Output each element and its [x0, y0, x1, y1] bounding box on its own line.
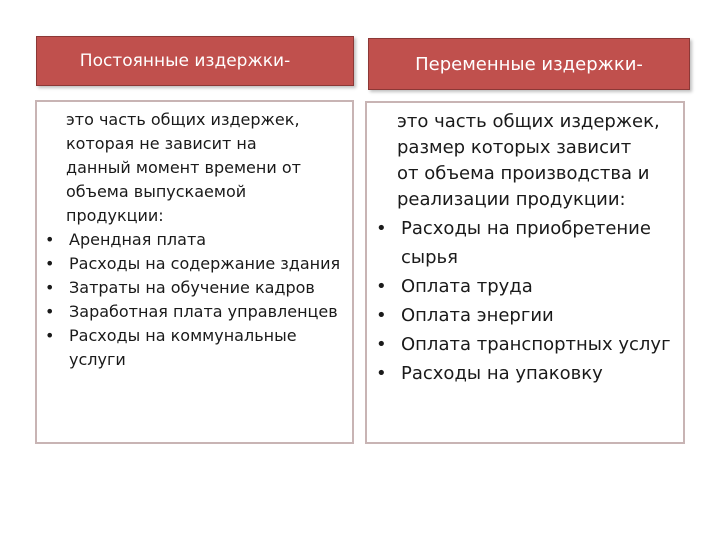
list-item: • Расходы на приобретение сырья [367, 214, 685, 272]
bullet-icon: • [376, 363, 387, 384]
bullet-icon: • [45, 302, 55, 321]
variable-costs-header [368, 38, 690, 90]
bullet-icon: • [45, 254, 55, 273]
variable-costs-panel [365, 101, 685, 444]
list-item: • Заработная плата управленцев [37, 300, 354, 324]
list-item: • Расходы на коммунальные услуги [45, 326, 297, 369]
fixed-costs-title: Постоянные издержки- [79, 51, 291, 71]
fixed-costs-panel [35, 100, 354, 444]
list-item: • Оплата транспортных услуг [367, 330, 685, 359]
variable-costs-list [367, 214, 685, 388]
bullet-icon: • [45, 230, 55, 249]
bullet-icon: • [45, 326, 55, 345]
list-item: • Расходы на упаковку [367, 359, 685, 388]
fixed-costs-definition: это часть общих издержек, которая не зависит на данный момент времени от объема выпускаемой продукции: [66, 110, 301, 225]
list-item: • Оплата энергии [367, 301, 685, 330]
list-item: • Расходы на содержание здания [37, 252, 354, 276]
variable-costs-title: Переменные издержки- [415, 53, 643, 75]
bullet-icon: • [376, 305, 387, 326]
fixed-costs-list [37, 228, 354, 372]
variable-costs-definition: это часть общих издержек, размер которых зависит от объема производства и реализации продукции: [397, 111, 660, 210]
bullet-icon: • [376, 218, 387, 239]
fixed-costs-header [36, 36, 354, 86]
bullet-icon: • [45, 278, 55, 297]
bullet-icon: • [376, 334, 387, 355]
list-item: • Затраты на обучение кадров [37, 276, 354, 300]
list-item: • Арендная плата [37, 228, 354, 252]
bullet-icon: • [376, 276, 387, 297]
list-item: • Оплата труда [367, 272, 685, 301]
